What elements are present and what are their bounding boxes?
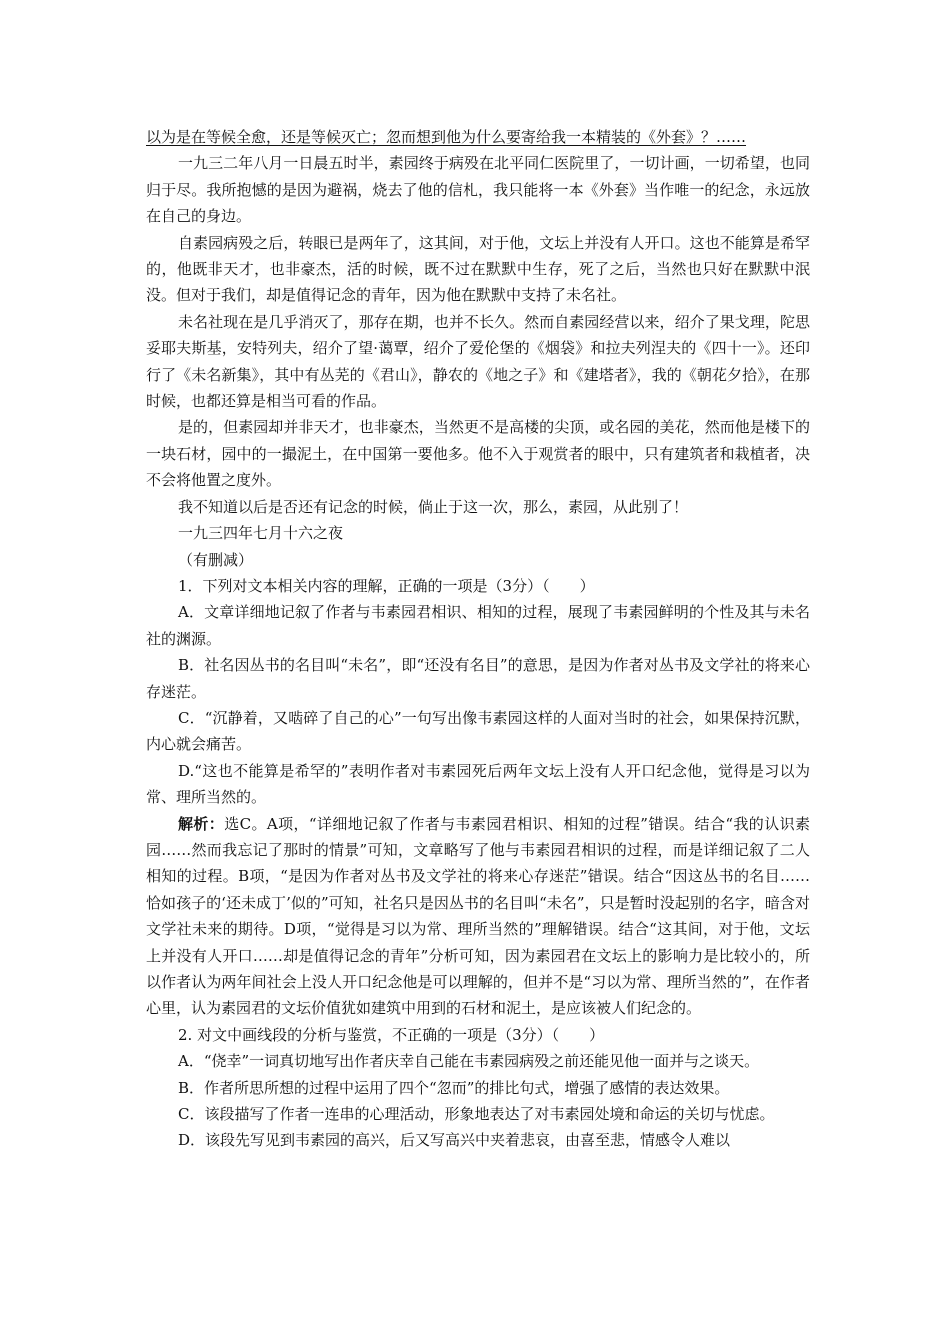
question-2-stem: 2. 对文中画线段的分析与鉴赏，不正确的一项是（3分）（ ）	[178, 1025, 605, 1044]
question-1-analysis	[146, 811, 810, 1022]
document-page	[146, 124, 810, 1154]
question-2-option-c: C．该段描写了作者一连串的心理活动，形象地表达了对韦素园处境和命运的关切与忧虑。	[178, 1105, 775, 1124]
question-1-option-c: C．“沉静着，又啮碎了自己的心”一句写出像韦素园这样的人面对当时的社会，如果保持沉默，内心就会痛苦。	[146, 708, 810, 754]
passage-paragraph: 是的，但素园却并非天才，也非豪杰，当然更不是高楼的尖顶，或名园的美花，然而他是楼下的一块石材，园中的一撮泥土，在中国第一要他多。他不入于观赏者的眼中，只有建筑者和栽植者，决不会将他置之度外。	[146, 418, 810, 490]
analysis-text: 选C。A项，“详细地记叙了作者与韦素园君相识、相知的过程”错误。结合“我的认识素园……然而我忘记了那时的情景”可知，文章略写了他与韦素园君相识的过程，而是详细记叙了二人相知的过程。B项，“是因为作者对丛书及文学社的将来心存迷茫”错误。结合“因这丛书的名目……恰如孩子的‘还未成丁’似的”可知，社名只是因丛书的名目叫“未名”，只是暂时没起别的名字，暗含对文学社未来的期待。D项，“觉得是习以为常、理所当然的”理解错误。结合“这其间，对于他，文坛上并没有人开口……却是值得记念的青年”分析可知，因为素园君在文坛上的影响力是比较小的，所以作者认为两年间社会上没人开口纪念他是可以理解的，但并不是“习以为常、理所当然的”，在作者心里，认为素园君的文坛价值犹如建筑中用到的石材和泥土，是应该被人们纪念的。	[146, 814, 810, 1018]
question-1-option-d: D.“这也不能算是希罕的”表明作者对韦素园死后两年文坛上没有人开口纪念他，觉得是习以为常、理所当然的。	[146, 761, 810, 807]
analysis-label: 解析：	[178, 814, 225, 833]
question-2-option-a: A．“侥幸”一词真切地写出作者庆幸自己能在韦素园病殁之前还能见他一面并与之谈天。	[178, 1052, 760, 1071]
question-1-stem: 1．下列对文本相关内容的理解，正确的一项是（3分）（ ）	[178, 576, 595, 595]
passage-date: 一九三四年七月十六之夜	[178, 524, 344, 543]
question-1-option-b: B．社名因丛书的名目叫“未名”，即“还没有名目”的意思，是因为作者对丛书及文学社的将来心存迷茫。	[146, 656, 810, 701]
question-2-option-d: D．该段先写见到韦素园的高兴，后又写高兴中夹着悲哀，由喜至悲，情感令人难以	[178, 1131, 731, 1150]
passage-paragraph: 未名社现在是几乎消灭了，那存在期，也并不长久。然而自素园经营以来，绍介了果戈理，陀思妥耶夫斯基，安特列夫，绍介了望·蔼覃，绍介了爱伦堡的《烟袋》和拉夫列涅夫的《四十一》。还印行了《未名新集》，其中有丛芜的《君山》，静农的《地之子》和《建塔者》，我的《朝花夕拾》，在那时候，也都还算是相当可看的作品。	[146, 312, 810, 411]
question-2-option-b: B．作者所思所想的过程中运用了四个“忽而”的排比句式，增强了感情的表达效果。	[178, 1078, 730, 1097]
passage-paragraph: 自素园病殁之后，转眼已是两年了，这其间，对于他，文坛上并没有人开口。这也不能算是希罕的，他既非天才，也非豪杰，活的时候，既不过在默默中生存，死了之后，当然也只好在默默中泯没。但对于我们，却是值得记念的青年，因为他在默默中支持了未名社。	[146, 233, 810, 305]
underlined-passage-line: 以为是在等候全愈，还是等候灭亡；忽而想到他为什么要寄给我一本精装的《外套》？……	[146, 128, 747, 146]
passage-note: （有删减）	[178, 550, 254, 569]
question-1-option-a: A．文章详细地记叙了作者与韦素园君相识、相知的过程，展现了韦素园鲜明的个性及其与未名社的渊源。	[146, 603, 810, 648]
passage-paragraph: 一九三二年八月一日晨五时半，素园终于病殁在北平同仁医院里了，一切计画，一切希望，也同归于尽。我所抱憾的是因为避祸，烧去了他的信札，我只能将一本《外套》当作唯一的纪念，永远放在自己的身边。	[146, 154, 810, 226]
passage-paragraph: 我不知道以后是否还有记念的时候，倘止于这一次，那么，素园，从此别了！	[178, 497, 689, 516]
